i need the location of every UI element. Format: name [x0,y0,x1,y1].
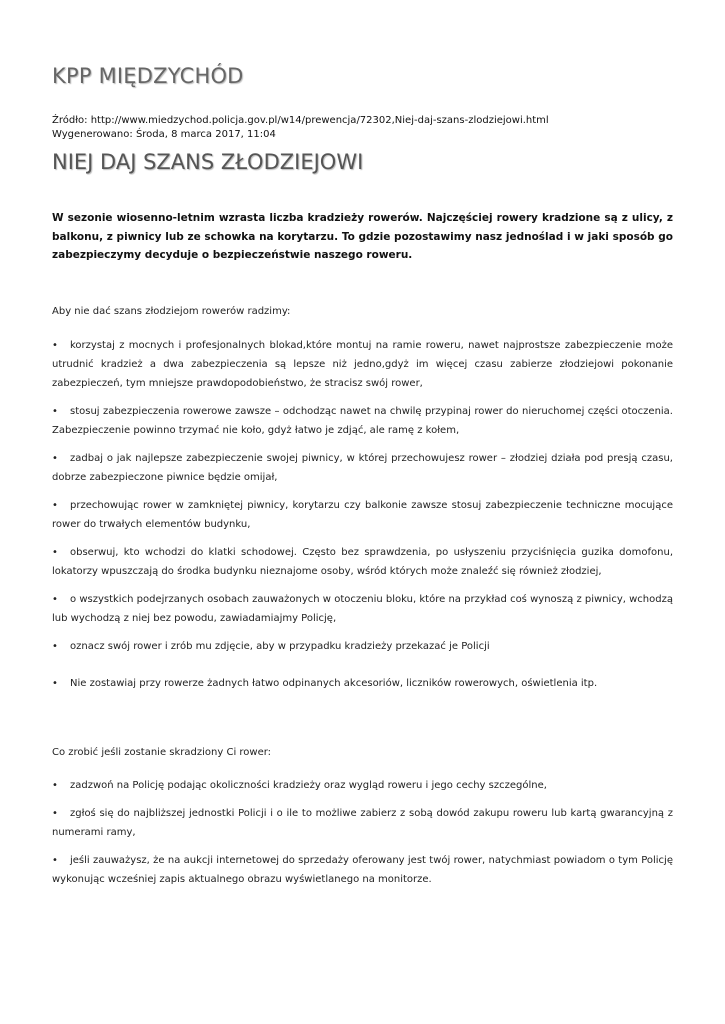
stolen-steps-list [52,776,673,898]
bullet-icon: • [52,641,58,652]
article-lead: W sezonie wiosenno-letnim wzrasta liczba kradzieży rowerów. Najczęściej rowery kradzione są z ulicy, z balkonu, z piwnicy lub ze schowka na korytarzu. To gdzie pozostawimy nasz jednoślad i w jaki sposób go zabezpieczymy decyduje o bezpieczeństwie naszego roweru. [52,212,673,261]
list-item: • zgłoś się do najbliższej jednostki Policji i o ile to możliwe zabierz z sobą dowód zakupu roweru lub kartą gwarancyjną z numerami ramy, [52,804,673,842]
bullet-icon: • [52,547,58,558]
list-item: • przechowując rower w zamkniętej piwnicy, korytarzu czy balkonie zawsze stosuj zabezpieczenie techniczne mocujące rower do trwałych elementów budynku, [52,496,673,534]
bullet-icon: • [52,678,58,689]
bullet-icon: • [52,594,58,605]
bullet-icon: • [52,500,58,511]
advice-intro: Aby nie dać szans złodziejom rowerów radzimy: [52,306,291,317]
list-item: • o wszystkich podejrzanych osobach zauważonych w otoczeniu bloku, które na przykład coś wynoszą z piwnicy, wchodzą lub wychodzą z niej bez powodu, zawiadamiajmy Policję, [52,590,673,628]
list-item: • Nie zostawiaj przy rowerze żadnych łatwo odpinanych akcesoriów, liczników rowerowych, oświetlenia itp. [52,674,673,693]
generated-date: Wygenerowano: Środa, 8 marca 2017, 11:04 [52,129,276,140]
advice-list [52,336,673,702]
list-item: • zadbaj o jak najlepsze zabezpieczenie swojej piwnicy, w której przechowujesz rower – złodziej działa pod presją czasu, dobrze zabezpieczone piwnice będzie omijał, [52,449,673,487]
document-meta [52,114,549,142]
list-item: • obserwuj, kto wchodzi do klatki schodowej. Często bez sprawdzenia, po usłyszeniu przyciśnięcia guzika domofonu, lokatorzy wpuszczają do środka budynku nieznajome osoby, wśród których może znaleźć się również złodziej, [52,543,673,581]
bullet-icon: • [52,340,58,351]
article-title: NIEJ DAJ SZANS ZŁODZIEJOWI [52,150,364,174]
list-item: • jeśli zauważysz, że na aukcji internetowej do sprzedaży oferowany jest twój rower, natychmiast powiadom o tym Policję wykonując wcześniej zapis aktualnego obrazu wyświetlanego na monitorze. [52,851,673,889]
stolen-intro: Co zrobić jeśli zostanie skradziony Ci rower: [52,747,272,758]
list-item: • korzystaj z mocnych i profesjonalnych blokad,które montuj na ramie roweru, nawet najprostsze zabezpieczenie może utrudnić kradzież a dwa zabezpieczenia są lepsze niż jedno,gdyż im więcej czasu zabierze złodziejowi pokonanie zabezpieczeń, tym mniejsze prawdopodobieństwo, że stracisz swój rower, [52,336,673,393]
bullet-icon: • [52,808,58,819]
source-url: Źródło: http://www.miedzychod.policja.gov.pl/w14/prewencja/72302,Niej-daj-szans-zlodziejowi.html [52,115,549,126]
list-item: • zadzwoń na Policję podając okoliczności kradzieży oraz wygląd roweru i jego cechy szczególne, [52,776,673,795]
list-item: • oznacz swój rower i zrób mu zdjęcie, aby w przypadku kradzieży przekazać je Policji [52,637,673,656]
bullet-icon: • [52,406,58,417]
bullet-icon: • [52,453,58,464]
bullet-icon: • [52,780,58,791]
bullet-icon: • [52,855,58,866]
list-item: • stosuj zabezpieczenia rowerowe zawsze – odchodząc nawet na chwilę przypinaj rower do nieruchomej części otoczenia. Zabezpieczenie powinno trzymać nie koło, gdyż łatwo je zdjąć, ale ramę z kołem, [52,402,673,440]
site-title: KPP MIĘDZYCHÓD [52,64,244,88]
